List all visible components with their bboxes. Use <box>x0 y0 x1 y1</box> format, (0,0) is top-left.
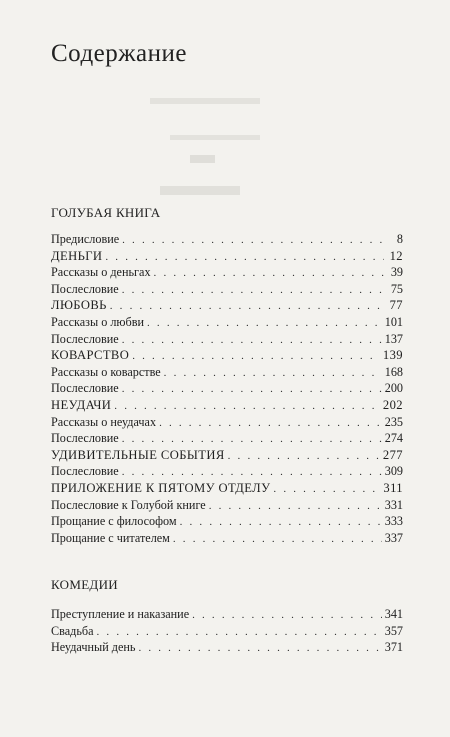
toc-entry-label: Послесловие к Голубой книге <box>51 497 206 512</box>
toc-entry-label: ДЕНЬГИ <box>51 248 103 263</box>
toc-dot-leader <box>154 265 384 282</box>
section-heading: КОМЕДИИ <box>51 577 118 592</box>
toc-entry-page-number: 39 <box>390 265 403 280</box>
toc-entry-page-number: 341 <box>384 607 403 621</box>
toc-entry <box>51 314 403 331</box>
toc-entry-label: Послесловие <box>51 281 119 296</box>
toc-entry-page-number: 168 <box>384 364 403 379</box>
toc-entry-label: Предисловие <box>51 232 120 246</box>
toc-dot-leader <box>110 298 384 315</box>
toc-dot-leader <box>159 415 382 432</box>
toc-entry-page-number: 139 <box>382 348 403 363</box>
toc-entry <box>51 430 403 447</box>
toc-entry-page-number: 235 <box>384 414 403 429</box>
show-through-mark <box>170 135 260 140</box>
toc-entry-label: КОВАРСТВО <box>51 348 130 363</box>
toc-dot-leader <box>122 282 384 299</box>
toc-entry-label: Рассказы о коварстве <box>51 364 161 379</box>
toc-entry <box>51 364 403 381</box>
section-heading: ГОЛУБАЯ КНИГА <box>51 205 161 220</box>
toc-entry-label: УДИВИТЕЛЬНЫЕ СОБЫТИЯ <box>51 447 225 462</box>
toc-list <box>51 231 403 546</box>
toc-entry-label: Прощание с читателем <box>51 530 170 545</box>
toc-dot-leader <box>97 624 382 641</box>
toc-entry-label: Свадьба <box>51 623 94 638</box>
toc-entry-label: Послесловие <box>51 431 119 446</box>
toc-entry-page-number: 8 <box>396 232 403 246</box>
toc-entry <box>51 639 403 656</box>
toc-entry-page-number: 337 <box>384 530 403 545</box>
toc-dot-leader <box>192 607 382 624</box>
toc-dot-leader <box>273 481 380 498</box>
toc-entry <box>51 513 403 530</box>
toc-entry-label: Послесловие <box>51 381 119 396</box>
show-through-mark <box>150 98 260 104</box>
toc-entry-label: Рассказы о деньгах <box>51 265 151 280</box>
toc-entry-label: Прощание с философом <box>51 514 177 529</box>
toc-entry <box>51 606 403 623</box>
toc-dot-leader <box>180 514 382 531</box>
toc-entry <box>51 623 403 640</box>
toc-dot-leader <box>122 232 384 249</box>
toc-entry <box>51 231 403 248</box>
toc-entry-page-number: 12 <box>389 248 403 263</box>
toc-entry-label: НЕУДАЧИ <box>51 397 112 412</box>
toc-entry-label: Послесловие <box>51 464 119 479</box>
show-through-mark <box>160 186 240 195</box>
toc-entry-page-number: 277 <box>382 447 403 462</box>
page-title: Содержание <box>51 40 187 67</box>
toc-dot-leader <box>122 332 382 349</box>
toc-entry-label: ПРИЛОЖЕНИЕ К ПЯТОМУ ОТДЕЛУ <box>51 480 271 495</box>
toc-entry <box>51 297 403 314</box>
toc-entry-label: ЛЮБОВЬ <box>51 298 107 313</box>
toc-entry-page-number: 200 <box>384 381 403 396</box>
toc-dot-leader <box>105 249 384 266</box>
toc-entry-label: Рассказы о неудачах <box>51 414 157 429</box>
toc-dot-leader <box>173 531 382 548</box>
show-through-mark <box>190 155 215 163</box>
toc-entry <box>51 530 403 547</box>
toc-dot-leader <box>122 464 382 481</box>
toc-entry-page-number: 311 <box>383 480 403 495</box>
toc-entry-page-number: 309 <box>384 464 403 479</box>
toc-entry-label: Преступление и наказание <box>51 607 190 621</box>
toc-entry-page-number: 357 <box>384 623 403 638</box>
toc-entry-page-number: 202 <box>382 397 403 412</box>
toc-entry <box>51 248 403 265</box>
toc-entry <box>51 414 403 431</box>
toc-entry-page-number: 274 <box>384 431 403 446</box>
toc-entry-label: Неудачный день <box>51 640 136 655</box>
toc-entry <box>51 463 403 480</box>
toc-entry-page-number: 101 <box>384 314 403 329</box>
toc-entry-page-number: 77 <box>389 298 403 313</box>
toc-dot-leader <box>147 315 382 332</box>
toc-dot-leader <box>164 365 382 382</box>
toc-entry <box>51 380 403 397</box>
toc-dot-leader <box>209 498 382 515</box>
toc-entry-label: Рассказы о любви <box>51 314 145 329</box>
toc-entry <box>51 497 403 514</box>
toc-entry <box>51 331 403 348</box>
toc-entry <box>51 347 403 364</box>
toc-list <box>51 606 403 656</box>
toc-dot-leader <box>132 348 380 365</box>
toc-entry-page-number: 137 <box>384 331 403 346</box>
toc-entry-page-number: 75 <box>390 281 403 296</box>
toc-dot-leader <box>114 398 380 415</box>
toc-entry <box>51 397 403 414</box>
toc-dot-leader <box>122 431 382 448</box>
toc-dot-leader <box>122 381 382 398</box>
toc-entry-label: Послесловие <box>51 331 119 346</box>
toc-dot-leader <box>138 640 381 657</box>
toc-entry-page-number: 333 <box>384 514 403 529</box>
toc-entry <box>51 447 403 464</box>
toc-entry-page-number: 371 <box>384 640 403 655</box>
toc-dot-leader <box>228 448 380 465</box>
toc-entry-page-number: 331 <box>384 497 403 512</box>
toc-entry <box>51 264 403 281</box>
toc-entry <box>51 480 403 497</box>
toc-entry <box>51 281 403 298</box>
